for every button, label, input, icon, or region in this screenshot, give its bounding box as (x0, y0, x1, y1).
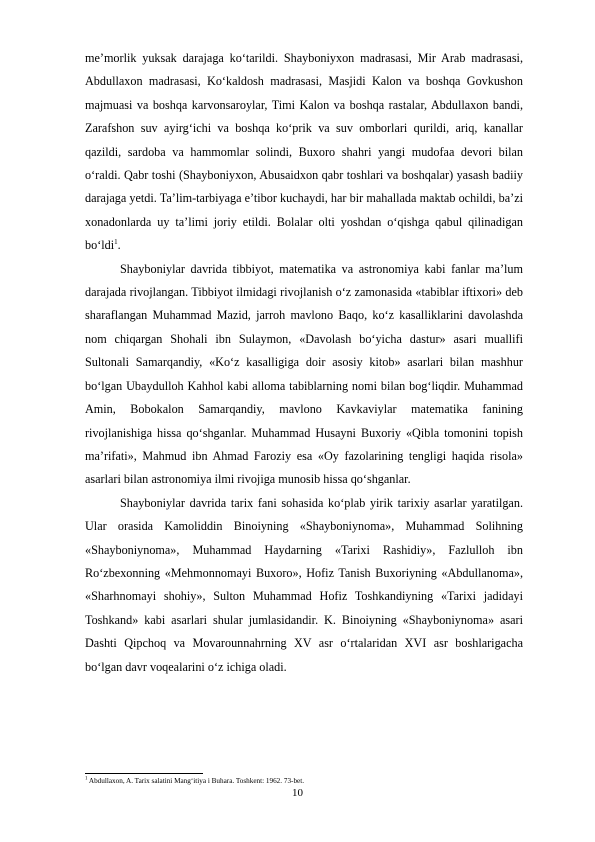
paragraph-2: Shayboniylar davrida tibbiyot, matematika va astronomiya kabi fanlar ma’lum darajada rivojlangan. Tibbiyot ilmidagi rivojlanish o‘z zamonasida «tabiblar iftixori» deb sharaflangan Muhammad Mazid, jarroh mavlono Baqo, ko‘z kasalliklarini davolashda nom chiqargan Shohali ibn Sulaymon, «Davolash bo‘yicha dastur» asari muallifi Sultonali Samarqandiy, «Ko‘z kasalligiga doir asosiy kitob» asarlari bilan mashhur bo‘lgan Ubaydulloh Kahhol kabi alloma tabiblarning nomi bilan bog‘liqdir. Muhammad Amin, Bobokalon Samarqandiy, mavlono Kavkaviylar matematika fanining rivojlanishiga hissa qo‘shganlar. Muhammad Husayni Buxoriy «Qibla tomonini topish ma’rifati», Mahmud ibn Ahmad Faroziy esa «Oy fazolarining tengligi haqida risola» asarlari bilan astronomiya ilmi rivojiga munosib hissa qo‘shganlar. (85, 261, 523, 487)
footnote-text: Abdullaxon, A. Tarix salatini Mang‘itiya i Buhara. Toshkent: 1962. 73-bet. (87, 777, 305, 785)
paragraph-1-text: me’morlik yuksak darajaga ko‘tarildi. Shayboniyxon madrasasi, Mir Arab madrasasi, Abdullaxon madrasasi, Ko‘kaldosh madrasasi, Masjidi Kalon va boshqa Govkushon majmuasi va boshqa karvonsaroylar, Timi Kalon va boshqa rastalar, Abdullaxon bandi, Zarafshon suv ayirg‘ichi va boshqa ko‘prik va suv omborlari qurildi, ariq, kanallar qazildi, sardoba va hammomlar solindi, Buxoro shahri yangi mudofaa devori bilan o‘raldi. Qabr toshi (Shayboniyxon, Abusaidxon qabr toshlari va boshqalar) yasash badiiy darajaga yetdi. Ta’lim-tarbiyaga e’tibor kuchaydi, har bir mahallada maktab ochildi, ba’zi xonadonlarda uy ta’limi joriy etildi. Bolalar olti yoshdan o‘qishga qabul qilinadigan bo‘ldi (85, 51, 523, 253)
footnote (85, 777, 523, 786)
paragraph-1 (85, 47, 523, 258)
footnote-reference[interactable]: 1 (114, 238, 118, 247)
paragraph-3: Shayboniylar davrida tarix fani sohasida ko‘plab yirik tarixiy asarlar yaratilgan. Ular orasida Kamoliddin Binoiyning «Shayboniynoma», Muhammad Solihning «Shayboniynoma», Muhammad Haydarning «Tarixi Rashidiy», Fazlulloh ibn Ro‘zbexonning «Mehmonnomayi Buxoro», Hofiz Tanish Buxoriyning «Abdullanoma», «Sharhnomayi shohiy», Sulton Muhammad Hofiz Toshkandiyning «Tarixi jadidayi Toshkand» kabi asarlari shular jumlasidandir. K. Binoiyning «Shayboniynoma» asari Dashti Qipchoq va Movarounnahrning XV asr o‘rtalaridan XVI asr boshlarigacha bo‘lgan davr voqealarini o‘z ichiga oladi. (85, 495, 523, 674)
page-body (85, 47, 523, 679)
paragraph-1-end: . (117, 238, 121, 253)
footnote-separator (85, 773, 203, 774)
footnote-marker: 1 (85, 776, 88, 782)
page-number: 10 (292, 787, 303, 799)
